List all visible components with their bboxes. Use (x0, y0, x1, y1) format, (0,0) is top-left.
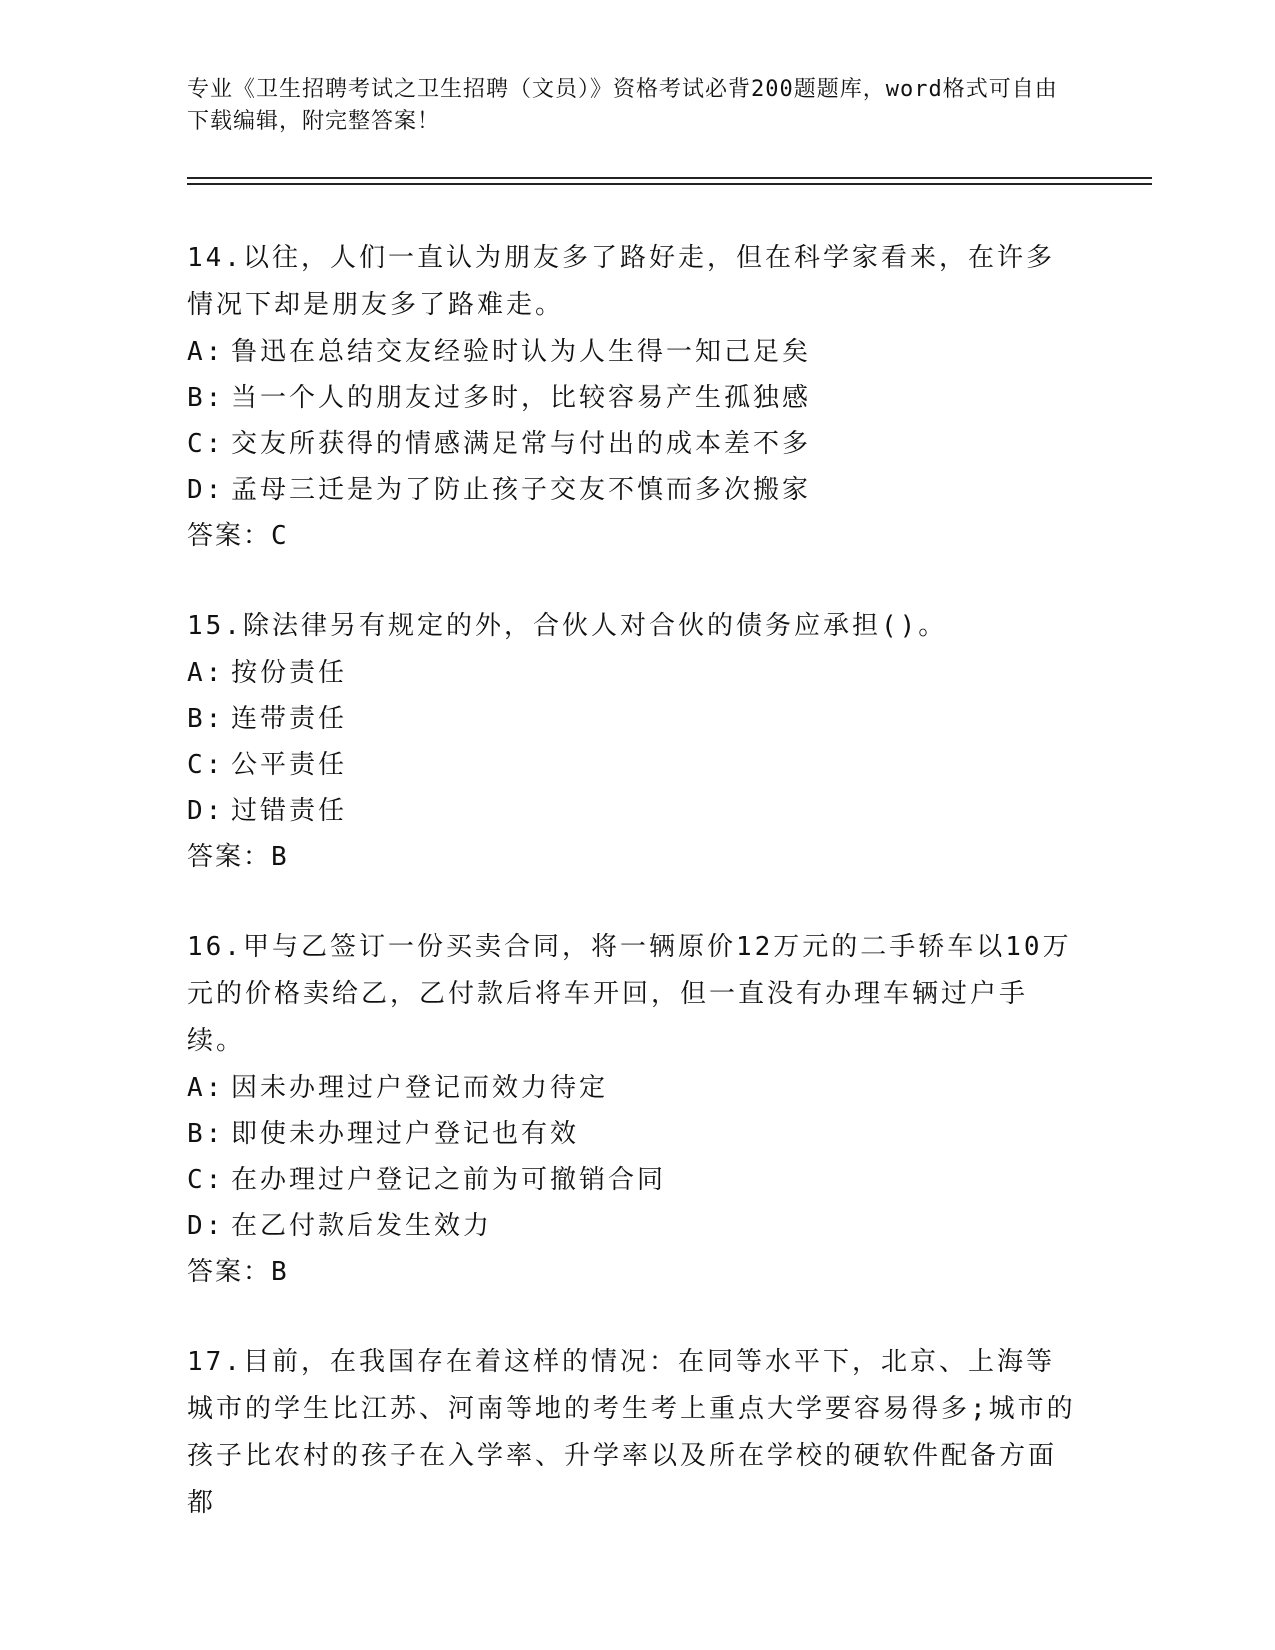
option-text: 按份责任 (231, 658, 348, 688)
header-rule-top (187, 177, 1152, 179)
option-letter: D: (187, 1211, 225, 1241)
question-list (187, 235, 1077, 1571)
option-a (187, 650, 1077, 696)
option-letter: D: (187, 796, 225, 826)
option-letter: B: (187, 383, 225, 413)
option-d (187, 788, 1077, 834)
question-stem: 17.目前，在我国存在着这样的情况：在同等水平下，北京、上海等城市的学生比江苏、河南等地的考生考上重点大学要容易得多;城市的孩子比农村的孩子在入学率、升学率以及所在学校的硬软件配备方面都 (187, 1347, 1076, 1518)
question-17 (187, 1339, 1077, 1527)
option-text: 鲁迅在总结交友经验时认为人生得一知己足矣 (231, 337, 812, 367)
option-text: 过错责任 (231, 796, 348, 826)
option-text: 即使未办理过户登记也有效 (231, 1119, 580, 1149)
option-letter: C: (187, 429, 225, 459)
answer-line: 答案：B (187, 842, 289, 872)
option-letter: A: (187, 337, 225, 367)
option-text: 交友所获得的情感满足常与付出的成本差不多 (231, 429, 812, 459)
option-b (187, 1111, 1077, 1157)
option-letter: A: (187, 658, 225, 688)
option-b (187, 375, 1077, 421)
question-stem: 16.甲与乙签订一份买卖合同，将一辆原价12万元的二手轿车以10万元的价格卖给乙，乙付款后将车开回，但一直没有办理车辆过户手续。 (187, 932, 1072, 1056)
option-list (187, 1065, 1077, 1249)
option-text: 因未办理过户登记而效力待定 (231, 1073, 609, 1103)
question-15 (187, 603, 1077, 880)
option-c (187, 1157, 1077, 1203)
option-list (187, 650, 1077, 834)
option-text: 在乙付款后发生效力 (231, 1211, 493, 1241)
question-stem: 15.除法律另有规定的外，合伙人对合伙的债务应承担()。 (187, 611, 948, 641)
option-letter: D: (187, 475, 225, 505)
option-text: 当一个人的朋友过多时，比较容易产生孤独感 (231, 383, 812, 413)
option-c (187, 421, 1077, 467)
option-letter: B: (187, 704, 225, 734)
answer-line: 答案：C (187, 521, 289, 551)
option-d (187, 1203, 1077, 1249)
option-text: 连带责任 (231, 704, 348, 734)
option-a (187, 329, 1077, 375)
option-letter: C: (187, 750, 225, 780)
question-stem: 14.以往，人们一直认为朋友多了路好走，但在科学家看来，在许多情况下却是朋友多了路难走。 (187, 243, 1055, 320)
option-letter: A: (187, 1073, 225, 1103)
option-text: 孟母三迁是为了防止孩子交友不慎而多次搬家 (231, 475, 812, 505)
answer-line: 答案：B (187, 1257, 289, 1287)
option-text: 在办理过户登记之前为可撤销合同 (231, 1165, 667, 1195)
header-rule-bottom (187, 183, 1152, 185)
document-header: 专业《卫生招聘考试之卫生招聘（文员）》资格考试必背200题题库，word格式可自由下载编辑，附完整答案！ (187, 77, 1058, 134)
option-letter: C: (187, 1165, 225, 1195)
option-d (187, 467, 1077, 513)
option-b (187, 696, 1077, 742)
option-c (187, 742, 1077, 788)
option-a (187, 1065, 1077, 1111)
question-16 (187, 924, 1077, 1295)
option-text: 公平责任 (231, 750, 348, 780)
option-list (187, 329, 1077, 513)
option-letter: B: (187, 1119, 225, 1149)
question-14 (187, 235, 1077, 559)
